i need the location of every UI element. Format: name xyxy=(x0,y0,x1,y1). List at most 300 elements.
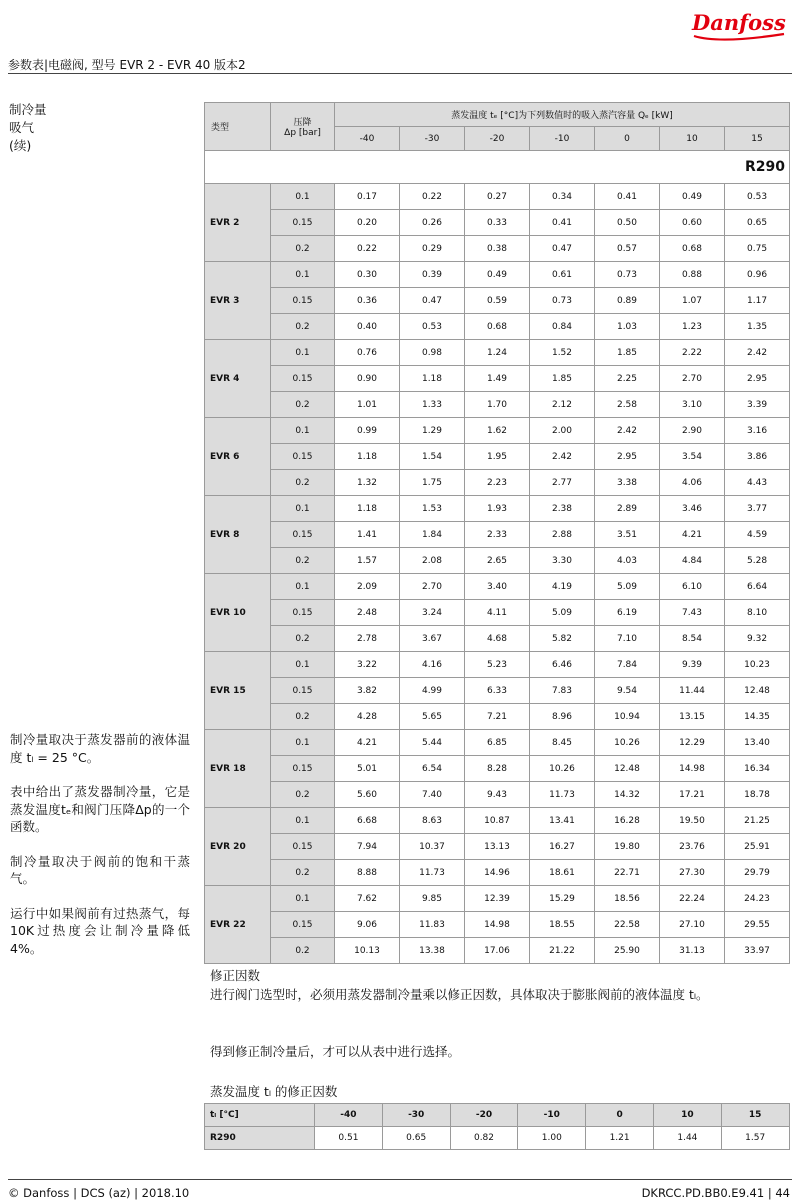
capacity-value: 1.07 xyxy=(660,288,725,314)
capacity-value: 6.64 xyxy=(725,574,790,600)
table-row xyxy=(205,626,790,652)
pressure-drop: 0.1 xyxy=(271,340,335,366)
capacity-value: 2.88 xyxy=(530,522,595,548)
capacity-value: 0.84 xyxy=(530,314,595,340)
correction-temp: 0 xyxy=(586,1104,654,1127)
capacity-value: 5.60 xyxy=(335,782,400,808)
capacity-value: 2.42 xyxy=(725,340,790,366)
pressure-drop: 0.15 xyxy=(271,522,335,548)
capacity-value: 3.86 xyxy=(725,444,790,470)
correction-temp: -30 xyxy=(382,1104,450,1127)
table-row xyxy=(205,418,790,444)
capacity-value: 12.48 xyxy=(595,756,660,782)
capacity-value: 13.41 xyxy=(530,808,595,834)
capacity-value: 2.00 xyxy=(530,418,595,444)
pressure-drop: 0.15 xyxy=(271,444,335,470)
correction-temp: 10 xyxy=(653,1104,721,1127)
col-header-capacity: 蒸发温度 tₑ [°C]为下列数值时的吸入蒸汽容量 Qₑ [kW] xyxy=(335,103,790,127)
capacity-value: 4.99 xyxy=(400,678,465,704)
capacity-value: 5.01 xyxy=(335,756,400,782)
pressure-drop: 0.15 xyxy=(271,600,335,626)
capacity-value: 10.94 xyxy=(595,704,660,730)
capacity-value: 19.50 xyxy=(660,808,725,834)
capacity-value: 2.90 xyxy=(660,418,725,444)
svg-text:Danfoss: Danfoss xyxy=(692,10,786,35)
pressure-drop: 0.2 xyxy=(271,314,335,340)
capacity-value: 14.96 xyxy=(465,860,530,886)
capacity-value: 0.27 xyxy=(465,184,530,210)
capacity-value: 2.89 xyxy=(595,496,660,522)
pressure-drop: 0.1 xyxy=(271,184,335,210)
capacity-value: 2.48 xyxy=(335,600,400,626)
capacity-value: 2.95 xyxy=(725,366,790,392)
col-header-type: 类型 xyxy=(205,103,271,151)
correction-table-title: 蒸发温度 tₗ 的修正因数 xyxy=(210,1084,338,1099)
temp-header: 10 xyxy=(660,127,725,151)
pressure-drop: 0.15 xyxy=(271,834,335,860)
capacity-value: 18.56 xyxy=(595,886,660,912)
capacity-value: 10.23 xyxy=(725,652,790,678)
note-paragraph: 制冷量取决于蒸发器前的液体温度 tₗ = 25 °C。 xyxy=(10,732,190,765)
capacity-value: 19.80 xyxy=(595,834,660,860)
bottom-rule xyxy=(8,1179,792,1180)
capacity-value: 2.22 xyxy=(660,340,725,366)
capacity-value: 11.73 xyxy=(400,860,465,886)
capacity-value: 1.54 xyxy=(400,444,465,470)
capacity-value: 21.25 xyxy=(725,808,790,834)
capacity-value: 10.13 xyxy=(335,938,400,964)
capacity-value: 2.38 xyxy=(530,496,595,522)
capacity-value: 7.43 xyxy=(660,600,725,626)
capacity-value: 2.42 xyxy=(595,418,660,444)
capacity-value: 3.77 xyxy=(725,496,790,522)
pressure-drop: 0.1 xyxy=(271,496,335,522)
capacity-value: 6.85 xyxy=(465,730,530,756)
capacity-value: 7.84 xyxy=(595,652,660,678)
capacity-value: 0.22 xyxy=(400,184,465,210)
correction-value: 1.44 xyxy=(653,1127,721,1150)
table-row xyxy=(205,184,790,210)
table-row xyxy=(205,886,790,912)
capacity-value: 1.24 xyxy=(465,340,530,366)
temp-header: -10 xyxy=(530,127,595,151)
pressure-drop: 0.1 xyxy=(271,418,335,444)
capacity-value: 10.87 xyxy=(465,808,530,834)
capacity-value: 0.49 xyxy=(465,262,530,288)
capacity-value: 1.32 xyxy=(335,470,400,496)
capacity-value: 0.40 xyxy=(335,314,400,340)
capacity-value: 0.61 xyxy=(530,262,595,288)
capacity-value: 0.96 xyxy=(725,262,790,288)
correction-text: 进行阀门选型时，必须用蒸发器制冷量乘以修正因数，具体取决于膨胀阀前的液体温度 tₗ。 xyxy=(210,987,709,1002)
capacity-value: 1.75 xyxy=(400,470,465,496)
capacity-value: 5.82 xyxy=(530,626,595,652)
capacity-value: 0.41 xyxy=(595,184,660,210)
capacity-value: 13.40 xyxy=(725,730,790,756)
capacity-value: 8.10 xyxy=(725,600,790,626)
correction-value: 0.51 xyxy=(315,1127,383,1150)
note-paragraph: 制冷量取决于阀前的饱和干蒸气。 xyxy=(10,853,190,886)
capacity-value: 1.85 xyxy=(530,366,595,392)
correction-temp: 15 xyxy=(721,1104,789,1127)
valve-type: EVR 4 xyxy=(205,340,271,418)
capacity-value: 8.54 xyxy=(660,626,725,652)
table-row xyxy=(205,496,790,522)
capacity-value: 6.19 xyxy=(595,600,660,626)
capacity-value: 25.91 xyxy=(725,834,790,860)
capacity-value: 6.33 xyxy=(465,678,530,704)
footer-left: © Danfoss | DCS (az) | 2018.10 xyxy=(8,1186,190,1200)
capacity-value: 9.06 xyxy=(335,912,400,938)
capacity-value: 1.49 xyxy=(465,366,530,392)
capacity-table xyxy=(204,102,790,964)
pressure-drop: 0.2 xyxy=(271,392,335,418)
correction-table xyxy=(204,1103,790,1150)
capacity-value: 2.65 xyxy=(465,548,530,574)
capacity-value: 0.76 xyxy=(335,340,400,366)
valve-type: EVR 20 xyxy=(205,808,271,886)
capacity-value: 0.68 xyxy=(465,314,530,340)
capacity-value: 3.39 xyxy=(725,392,790,418)
capacity-value: 1.23 xyxy=(660,314,725,340)
capacity-value: 13.13 xyxy=(465,834,530,860)
table-row xyxy=(205,938,790,964)
capacity-value: 2.78 xyxy=(335,626,400,652)
capacity-value: 7.94 xyxy=(335,834,400,860)
capacity-value: 2.25 xyxy=(595,366,660,392)
capacity-value: 0.30 xyxy=(335,262,400,288)
capacity-value: 9.43 xyxy=(465,782,530,808)
table-row xyxy=(205,444,790,470)
capacity-value: 4.68 xyxy=(465,626,530,652)
capacity-value: 0.98 xyxy=(400,340,465,366)
capacity-value: 3.82 xyxy=(335,678,400,704)
valve-type: EVR 15 xyxy=(205,652,271,730)
capacity-value: 0.20 xyxy=(335,210,400,236)
capacity-value: 16.27 xyxy=(530,834,595,860)
table-row xyxy=(205,808,790,834)
pressure-drop: 0.2 xyxy=(271,938,335,964)
capacity-value: 14.98 xyxy=(660,756,725,782)
pressure-drop: 0.15 xyxy=(271,288,335,314)
capacity-value: 4.43 xyxy=(725,470,790,496)
capacity-value: 27.10 xyxy=(660,912,725,938)
capacity-value: 1.03 xyxy=(595,314,660,340)
capacity-value: 1.18 xyxy=(335,496,400,522)
temp-header: -30 xyxy=(400,127,465,151)
capacity-value: 0.17 xyxy=(335,184,400,210)
capacity-value: 14.32 xyxy=(595,782,660,808)
capacity-value: 4.28 xyxy=(335,704,400,730)
capacity-value: 0.90 xyxy=(335,366,400,392)
table-row xyxy=(205,366,790,392)
capacity-value: 0.68 xyxy=(660,236,725,262)
temp-header: -20 xyxy=(465,127,530,151)
capacity-value: 0.53 xyxy=(725,184,790,210)
capacity-value: 0.57 xyxy=(595,236,660,262)
capacity-value: 6.46 xyxy=(530,652,595,678)
capacity-value: 0.73 xyxy=(595,262,660,288)
capacity-value: 8.45 xyxy=(530,730,595,756)
capacity-value: 5.28 xyxy=(725,548,790,574)
table-row xyxy=(205,522,790,548)
capacity-value: 1.18 xyxy=(400,366,465,392)
document-title: 参数表|电磁阀, 型号 EVR 2 - EVR 40 版本2 xyxy=(8,58,246,72)
notes xyxy=(10,731,190,974)
pressure-drop: 0.15 xyxy=(271,366,335,392)
pressure-drop: 0.1 xyxy=(271,730,335,756)
capacity-value: 0.34 xyxy=(530,184,595,210)
table-row xyxy=(205,262,790,288)
capacity-value: 3.22 xyxy=(335,652,400,678)
capacity-value: 5.09 xyxy=(595,574,660,600)
capacity-value: 21.22 xyxy=(530,938,595,964)
capacity-value: 33.97 xyxy=(725,938,790,964)
pressure-drop: 0.1 xyxy=(271,574,335,600)
table-row xyxy=(205,314,790,340)
valve-type: EVR 6 xyxy=(205,418,271,496)
capacity-value: 4.19 xyxy=(530,574,595,600)
capacity-value: 2.42 xyxy=(530,444,595,470)
capacity-value: 9.85 xyxy=(400,886,465,912)
correction-head-label: tₗ [°C] xyxy=(205,1104,315,1127)
capacity-value: 1.35 xyxy=(725,314,790,340)
capacity-value: 1.85 xyxy=(595,340,660,366)
table-row xyxy=(205,288,790,314)
capacity-value: 0.26 xyxy=(400,210,465,236)
capacity-value: 4.03 xyxy=(595,548,660,574)
capacity-value: 9.39 xyxy=(660,652,725,678)
capacity-value: 0.36 xyxy=(335,288,400,314)
capacity-value: 24.23 xyxy=(725,886,790,912)
capacity-value: 3.51 xyxy=(595,522,660,548)
capacity-value: 5.23 xyxy=(465,652,530,678)
capacity-value: 17.21 xyxy=(660,782,725,808)
capacity-value: 7.40 xyxy=(400,782,465,808)
correction-text-2: 得到修正制冷量后，才可以从表中进行选择。 xyxy=(210,1044,461,1059)
table-row xyxy=(205,236,790,262)
table-row xyxy=(205,782,790,808)
table-row xyxy=(205,860,790,886)
capacity-value: 17.06 xyxy=(465,938,530,964)
correction-temp: -20 xyxy=(450,1104,518,1127)
capacity-value: 5.44 xyxy=(400,730,465,756)
capacity-value: 3.16 xyxy=(725,418,790,444)
capacity-value: 2.58 xyxy=(595,392,660,418)
table-row xyxy=(205,704,790,730)
table-row xyxy=(205,730,790,756)
capacity-value: 2.08 xyxy=(400,548,465,574)
correction-temp: -10 xyxy=(518,1104,586,1127)
capacity-value: 1.17 xyxy=(725,288,790,314)
capacity-value: 11.44 xyxy=(660,678,725,704)
capacity-value: 18.78 xyxy=(725,782,790,808)
danfoss-logo xyxy=(690,6,788,42)
capacity-value: 2.77 xyxy=(530,470,595,496)
capacity-value: 7.62 xyxy=(335,886,400,912)
capacity-value: 8.88 xyxy=(335,860,400,886)
capacity-value: 3.54 xyxy=(660,444,725,470)
capacity-value: 3.67 xyxy=(400,626,465,652)
capacity-value: 29.55 xyxy=(725,912,790,938)
capacity-value: 0.89 xyxy=(595,288,660,314)
correction-value: 1.00 xyxy=(518,1127,586,1150)
pressure-drop: 0.1 xyxy=(271,652,335,678)
capacity-value: 1.18 xyxy=(335,444,400,470)
table-row xyxy=(205,210,790,236)
temp-header: 0 xyxy=(595,127,660,151)
capacity-value: 1.93 xyxy=(465,496,530,522)
pressure-drop: 0.15 xyxy=(271,678,335,704)
pressure-drop: 0.2 xyxy=(271,236,335,262)
capacity-value: 1.29 xyxy=(400,418,465,444)
capacity-value: 1.33 xyxy=(400,392,465,418)
capacity-value: 0.41 xyxy=(530,210,595,236)
valve-type: EVR 3 xyxy=(205,262,271,340)
capacity-value: 2.70 xyxy=(400,574,465,600)
note-paragraph: 表中给出了蒸发器制冷量，它是蒸发温度tₑ和阀门压降Δp的一个函数。 xyxy=(10,784,190,834)
table-row xyxy=(205,912,790,938)
capacity-value: 0.75 xyxy=(725,236,790,262)
capacity-value: 3.46 xyxy=(660,496,725,522)
capacity-value: 14.35 xyxy=(725,704,790,730)
table-row xyxy=(205,392,790,418)
pressure-drop: 0.15 xyxy=(271,912,335,938)
table-row xyxy=(205,652,790,678)
capacity-value: 1.01 xyxy=(335,392,400,418)
capacity-value: 12.48 xyxy=(725,678,790,704)
pressure-drop: 0.1 xyxy=(271,262,335,288)
capacity-value: 9.32 xyxy=(725,626,790,652)
table-row xyxy=(205,834,790,860)
pressure-drop: 0.15 xyxy=(271,210,335,236)
table-row xyxy=(205,756,790,782)
capacity-value: 7.21 xyxy=(465,704,530,730)
capacity-value: 18.61 xyxy=(530,860,595,886)
capacity-value: 2.95 xyxy=(595,444,660,470)
pressure-drop: 0.2 xyxy=(271,626,335,652)
capacity-value: 0.22 xyxy=(335,236,400,262)
capacity-value: 3.40 xyxy=(465,574,530,600)
correction-value: 1.57 xyxy=(721,1127,789,1150)
capacity-value: 0.33 xyxy=(465,210,530,236)
capacity-value: 0.60 xyxy=(660,210,725,236)
capacity-value: 7.83 xyxy=(530,678,595,704)
capacity-value: 5.65 xyxy=(400,704,465,730)
capacity-value: 31.13 xyxy=(660,938,725,964)
capacity-value: 0.29 xyxy=(400,236,465,262)
pressure-drop: 0.2 xyxy=(271,470,335,496)
capacity-value: 4.84 xyxy=(660,548,725,574)
capacity-value: 8.63 xyxy=(400,808,465,834)
valve-type: EVR 18 xyxy=(205,730,271,808)
capacity-value: 2.33 xyxy=(465,522,530,548)
correction-row-label: R290 xyxy=(205,1127,315,1150)
capacity-value: 1.52 xyxy=(530,340,595,366)
capacity-value: 1.62 xyxy=(465,418,530,444)
valve-type: EVR 8 xyxy=(205,496,271,574)
capacity-value: 0.47 xyxy=(530,236,595,262)
capacity-value: 0.88 xyxy=(660,262,725,288)
col-header-pressure-drop xyxy=(271,103,335,151)
pressure-drop: 0.1 xyxy=(271,808,335,834)
pressure-drop: 0.2 xyxy=(271,860,335,886)
capacity-value: 0.49 xyxy=(660,184,725,210)
capacity-value: 8.96 xyxy=(530,704,595,730)
capacity-value: 8.28 xyxy=(465,756,530,782)
capacity-value: 0.73 xyxy=(530,288,595,314)
pressure-drop: 0.15 xyxy=(271,756,335,782)
capacity-value: 6.54 xyxy=(400,756,465,782)
capacity-value: 2.12 xyxy=(530,392,595,418)
table-row xyxy=(205,470,790,496)
capacity-value: 0.99 xyxy=(335,418,400,444)
footer-right: DKRCC.PD.BB0.E9.41 | 44 xyxy=(641,1186,790,1200)
correction-value: 0.65 xyxy=(382,1127,450,1150)
capacity-value: 11.83 xyxy=(400,912,465,938)
capacity-value: 23.76 xyxy=(660,834,725,860)
capacity-value: 3.38 xyxy=(595,470,660,496)
table-row xyxy=(205,574,790,600)
capacity-value: 25.90 xyxy=(595,938,660,964)
note-paragraph: 运行中如果阀前有过热蒸气，每10K过热度会让制冷量降低 4%。 xyxy=(10,905,190,956)
capacity-value: 2.23 xyxy=(465,470,530,496)
capacity-value: 1.57 xyxy=(335,548,400,574)
capacity-value: 6.68 xyxy=(335,808,400,834)
capacity-value: 4.16 xyxy=(400,652,465,678)
capacity-value: 3.30 xyxy=(530,548,595,574)
capacity-value: 4.59 xyxy=(725,522,790,548)
capacity-value: 4.06 xyxy=(660,470,725,496)
valve-type: EVR 10 xyxy=(205,574,271,652)
capacity-value: 1.53 xyxy=(400,496,465,522)
capacity-value: 9.54 xyxy=(595,678,660,704)
capacity-value: 1.84 xyxy=(400,522,465,548)
capacity-value: 11.73 xyxy=(530,782,595,808)
capacity-value: 1.95 xyxy=(465,444,530,470)
capacity-value: 16.28 xyxy=(595,808,660,834)
capacity-value: 1.41 xyxy=(335,522,400,548)
pressure-drop: 0.1 xyxy=(271,886,335,912)
capacity-value: 1.70 xyxy=(465,392,530,418)
capacity-value: 0.38 xyxy=(465,236,530,262)
capacity-value: 2.70 xyxy=(660,366,725,392)
capacity-value: 3.10 xyxy=(660,392,725,418)
capacity-value: 0.65 xyxy=(725,210,790,236)
pressure-drop: 0.2 xyxy=(271,704,335,730)
temp-header: -40 xyxy=(335,127,400,151)
capacity-value: 27.30 xyxy=(660,860,725,886)
side-heading xyxy=(9,101,47,155)
correction-value: 1.21 xyxy=(586,1127,654,1150)
capacity-value: 18.55 xyxy=(530,912,595,938)
temp-header: 15 xyxy=(725,127,790,151)
table-row xyxy=(205,548,790,574)
correction-temp: -40 xyxy=(315,1104,383,1127)
correction-title: 修正因数 xyxy=(210,968,261,983)
table-row xyxy=(205,340,790,366)
pressure-drop: 0.2 xyxy=(271,548,335,574)
capacity-value: 5.09 xyxy=(530,600,595,626)
capacity-value: 12.29 xyxy=(660,730,725,756)
correction-value: 0.82 xyxy=(450,1127,518,1150)
capacity-value: 22.58 xyxy=(595,912,660,938)
side-heading-line: (续) xyxy=(9,138,32,153)
capacity-value: 0.59 xyxy=(465,288,530,314)
table-row xyxy=(205,600,790,626)
capacity-value: 2.09 xyxy=(335,574,400,600)
capacity-value: 6.10 xyxy=(660,574,725,600)
